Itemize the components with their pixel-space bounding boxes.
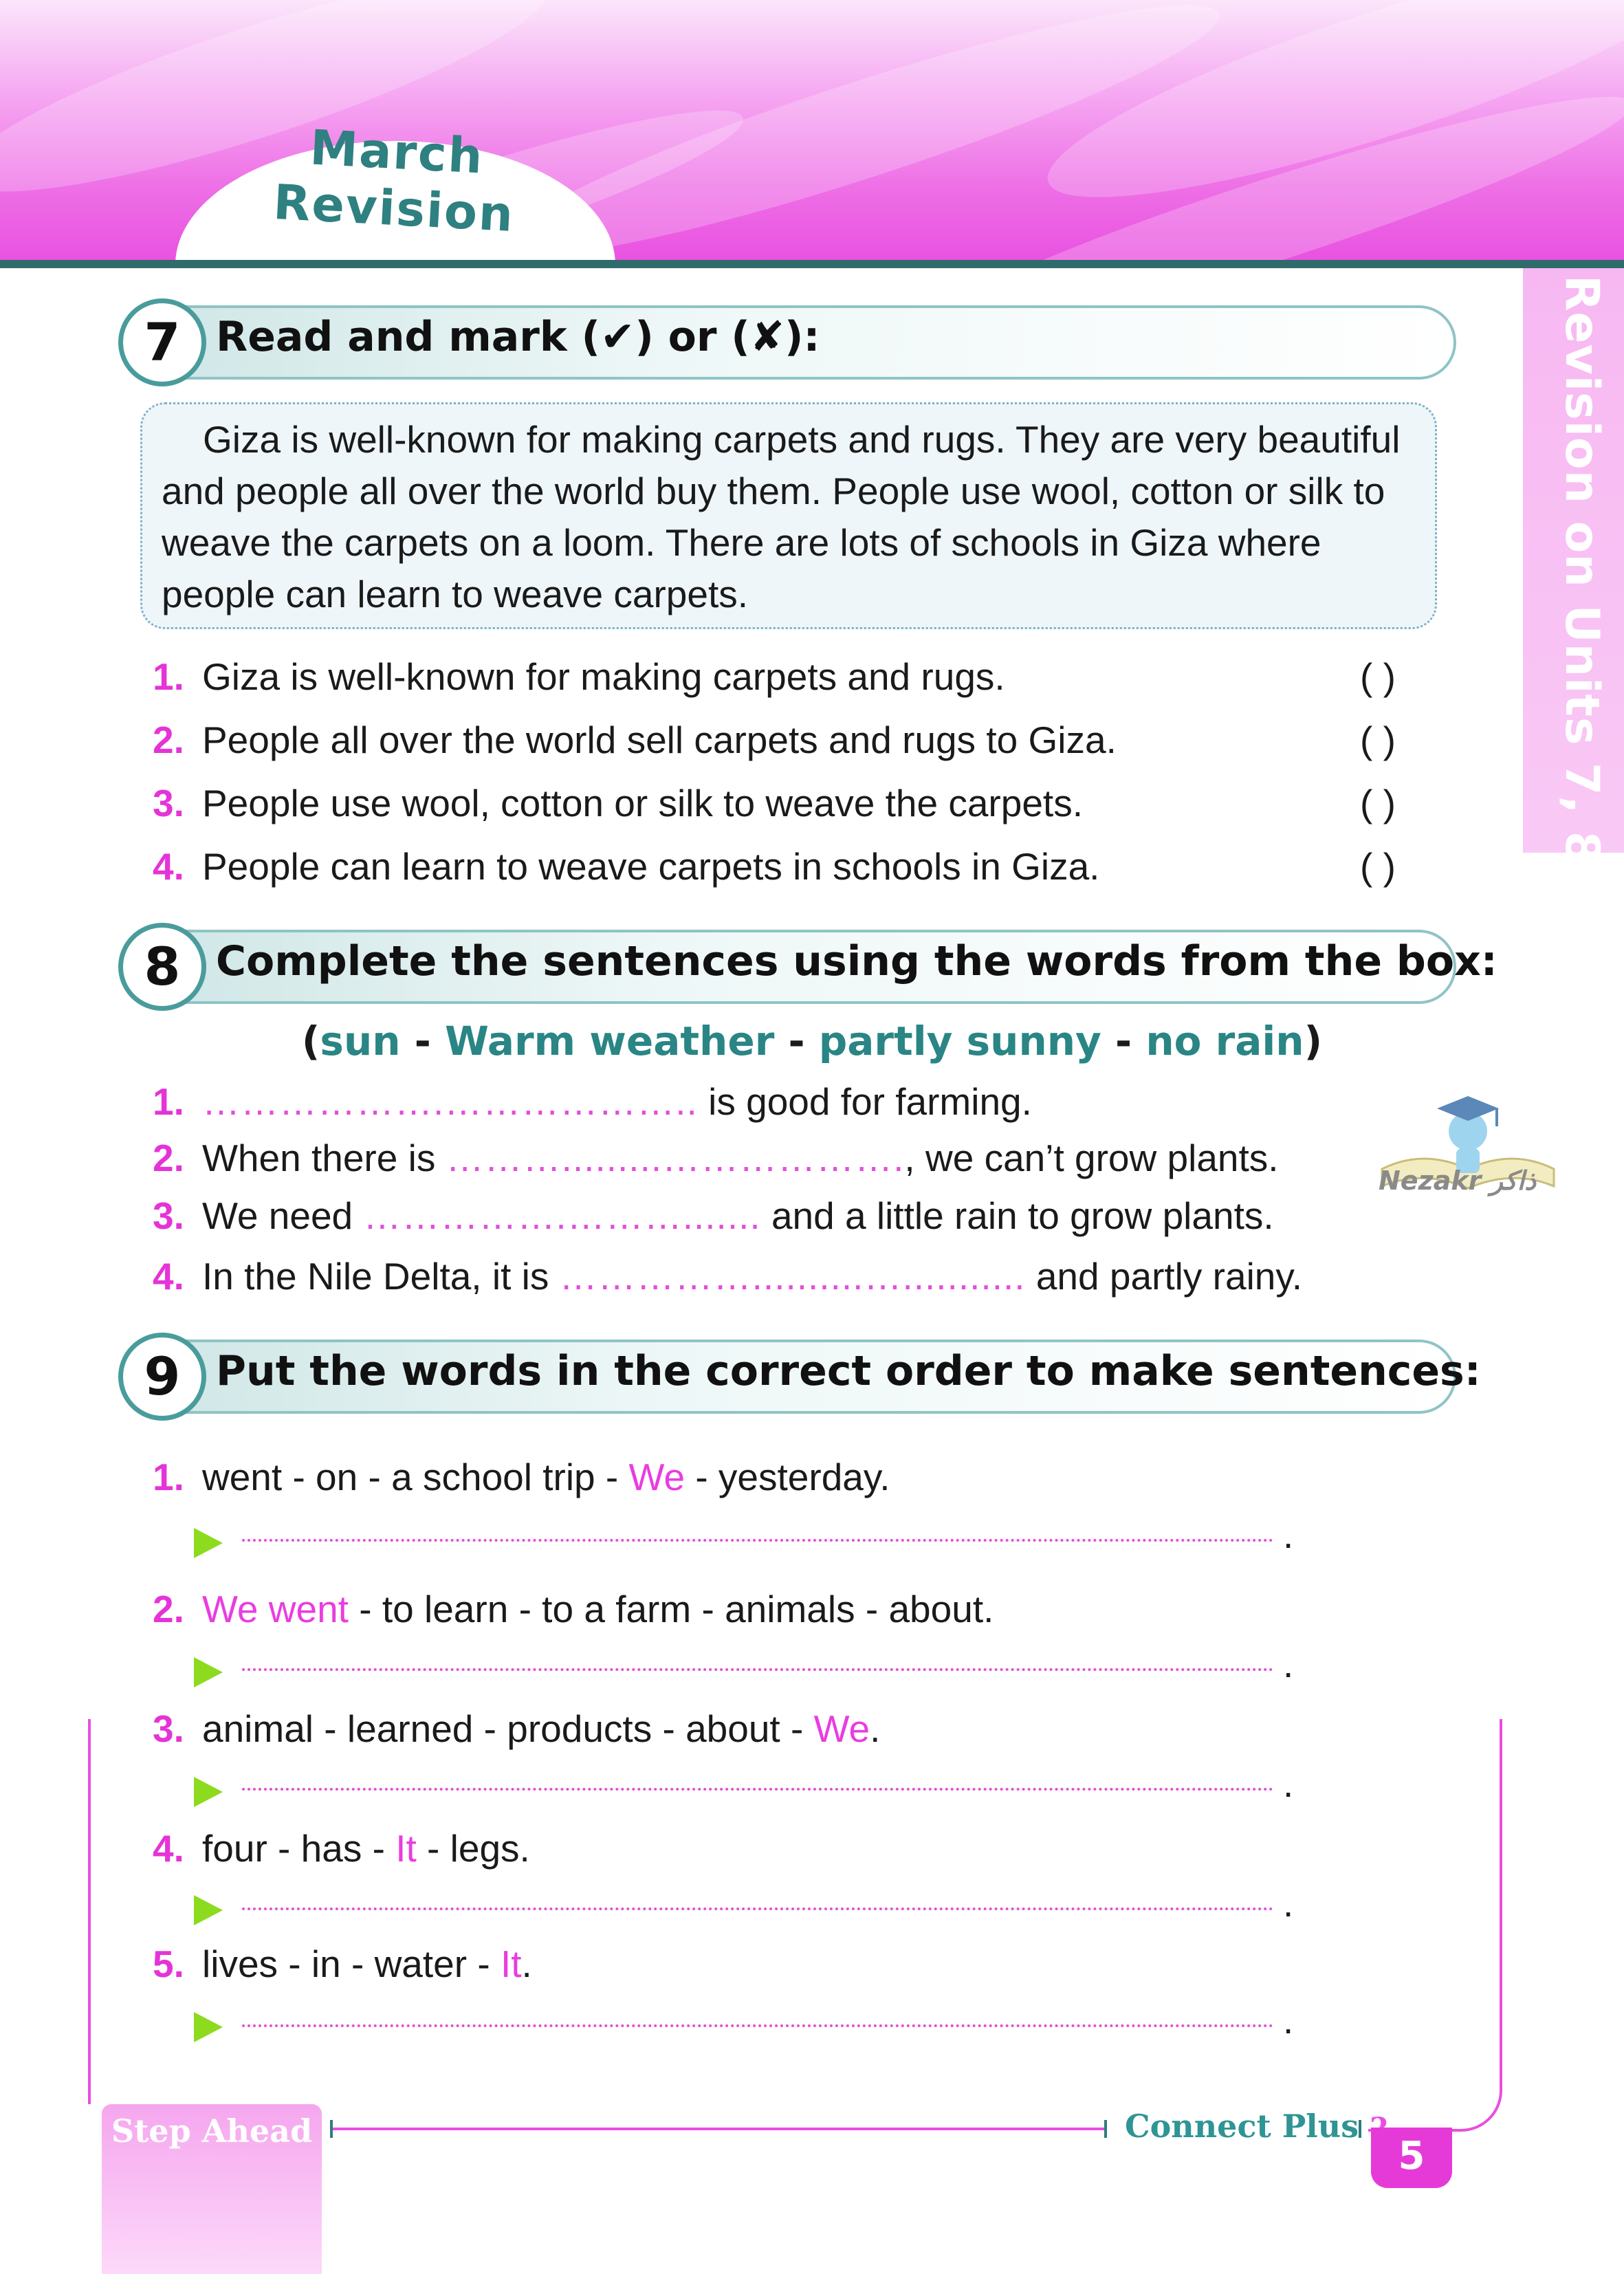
tf-item-4 [153,844,1099,888]
line-end-dot: . [1283,1882,1294,1925]
item-after: is good for farming. [697,1080,1032,1123]
item-number: 2. [153,719,184,761]
tf-item-1 [153,655,1005,699]
highlight-word: We [813,1707,870,1750]
word-warm-weather: Warm weather [445,1018,775,1064]
order-item-4 [153,1826,530,1870]
arrow-icon [194,1528,223,1558]
mark-box-4[interactable]: ( ) [1360,845,1396,888]
line-end-dot: . [1283,1999,1294,2042]
arrow-icon [194,2012,223,2042]
line-end-dot: . [1283,1762,1294,1805]
item-before: We need [202,1194,364,1237]
highlight-word: We [628,1456,685,1498]
mark-box-1[interactable]: ( ) [1360,655,1396,698]
item-number: 4. [153,1827,184,1870]
section-8-title: Complete the sentences using the words from the box: [216,937,1497,985]
frame-tick [330,2120,333,2138]
item-words: animal - learned - products - about - [202,1707,814,1750]
answer-line-4[interactable] [242,1907,1273,1910]
watermark-text: Nezakr ذاكر [1379,1166,1537,1196]
item-words-end: . [521,1943,532,1985]
item-words-end: - yesterday. [685,1456,890,1498]
item-number: 1. [153,1456,184,1498]
word-sep: - [774,1018,819,1064]
word-sep: - [400,1018,445,1064]
section-9-number: 9 [118,1333,206,1421]
frame-right-border [1368,1719,1502,2132]
mark-box-3[interactable]: ( ) [1360,782,1396,824]
revision-title: March Revision [272,119,516,243]
order-item-3 [153,1707,880,1751]
frame-tick [1104,2120,1107,2138]
line-end-dot: . [1283,1643,1294,1685]
blank-field[interactable]: …………….………....... [363,1194,761,1237]
page-number: 5 [1371,2128,1452,2188]
answer-line-5[interactable] [242,2024,1273,2027]
blank-field[interactable]: ……………….……………….. [202,1080,698,1123]
blank-field[interactable]: ……….........………………. [446,1137,905,1179]
item-words-end: . [870,1707,881,1750]
item-number: 2. [153,1588,184,1630]
highlight-word: It [500,1943,522,1985]
item-number: 3. [153,1194,184,1237]
step-ahead-label: Step Ahead [111,2112,313,2150]
fill-item-1 [153,1080,1032,1124]
item-words-end: - legs. [416,1827,530,1870]
fill-item-4 [153,1254,1302,1298]
item-number: 4. [153,1255,184,1298]
item-number: 3. [153,1707,184,1750]
item-text: People all over the world sell carpets and rugs to Giza. [202,719,1117,761]
word-box-close: ) [1304,1018,1323,1064]
answer-line-2[interactable] [242,1668,1273,1671]
fill-item-3 [153,1194,1274,1238]
item-after: , we can’t grow plants. [904,1137,1279,1179]
item-words: lives - in - water - [202,1943,501,1985]
answer-line-1[interactable] [242,1539,1273,1542]
arrow-icon [194,1657,223,1687]
line-end-dot: . [1283,1513,1294,1556]
word-sep: - [1101,1018,1146,1064]
item-words: four - has - [202,1827,396,1870]
header-divider [0,260,1624,268]
item-words: went - on - a school trip - [202,1456,629,1498]
word-box-open: ( [301,1018,320,1064]
item-words: - to learn - to a farm - animals - about. [348,1588,994,1630]
word-partly-sunny: partly sunny [818,1018,1101,1064]
item-before: In the Nile Delta, it is [202,1255,560,1298]
reading-passage [140,402,1437,629]
frame-bottom-border [330,2128,1107,2130]
tf-item-2 [153,718,1117,762]
item-number: 1. [153,655,184,698]
item-before: When there is [202,1137,446,1179]
section-8-number: 8 [118,923,206,1011]
passage-text: Giza is well-known for making carpets and rugs. They are very beautiful and people all over the world buy them. People use wool, cotton or silk to weave the carpets on a loom. There are lots of schools in Giza where people can learn to weave carpets. [162,418,1401,615]
item-text: People can learn to weave carpets in schools in Giza. [202,845,1100,888]
section-7-number: 7 [118,298,206,386]
fill-item-2 [153,1136,1279,1180]
order-item-5 [153,1942,532,1986]
word-box [0,1018,1624,1064]
order-item-1 [153,1455,890,1499]
mark-box-2[interactable]: ( ) [1360,719,1396,761]
item-text: Giza is well-known for making carpets and rugs. [202,655,1005,698]
side-tab-label: Revision on Units 7, 8, 9 [1555,275,1609,934]
item-text: People use wool, cotton or silk to weave the carpets. [202,782,1083,824]
item-number: 5. [153,1943,184,1985]
frame-left-border [88,1719,91,2104]
item-number: 1. [153,1080,184,1123]
arrow-icon [194,1777,223,1807]
word-no-rain: no rain [1145,1018,1304,1064]
section-9-title: Put the words in the correct order to make sentences: [216,1347,1481,1395]
section-7-title: Read and mark (✔) or (✘): [216,313,820,361]
item-number: 3. [153,782,184,824]
book-name: Connect Plus [1125,2108,1359,2145]
item-number: 2. [153,1137,184,1179]
highlight-start: We went [202,1588,349,1630]
item-after: and partly rainy. [1025,1255,1303,1298]
blank-field[interactable]: ……………..........…........... [559,1255,1026,1298]
item-after: and a little rain to grow plants. [760,1194,1274,1237]
word-sun: sun [320,1018,401,1064]
tf-item-3 [153,781,1083,825]
item-number: 4. [153,845,184,888]
highlight-word: It [395,1827,417,1870]
order-item-2 [153,1587,994,1631]
arrow-icon [194,1895,223,1925]
book-title [1125,2108,1389,2145]
answer-line-3[interactable] [242,1788,1273,1791]
